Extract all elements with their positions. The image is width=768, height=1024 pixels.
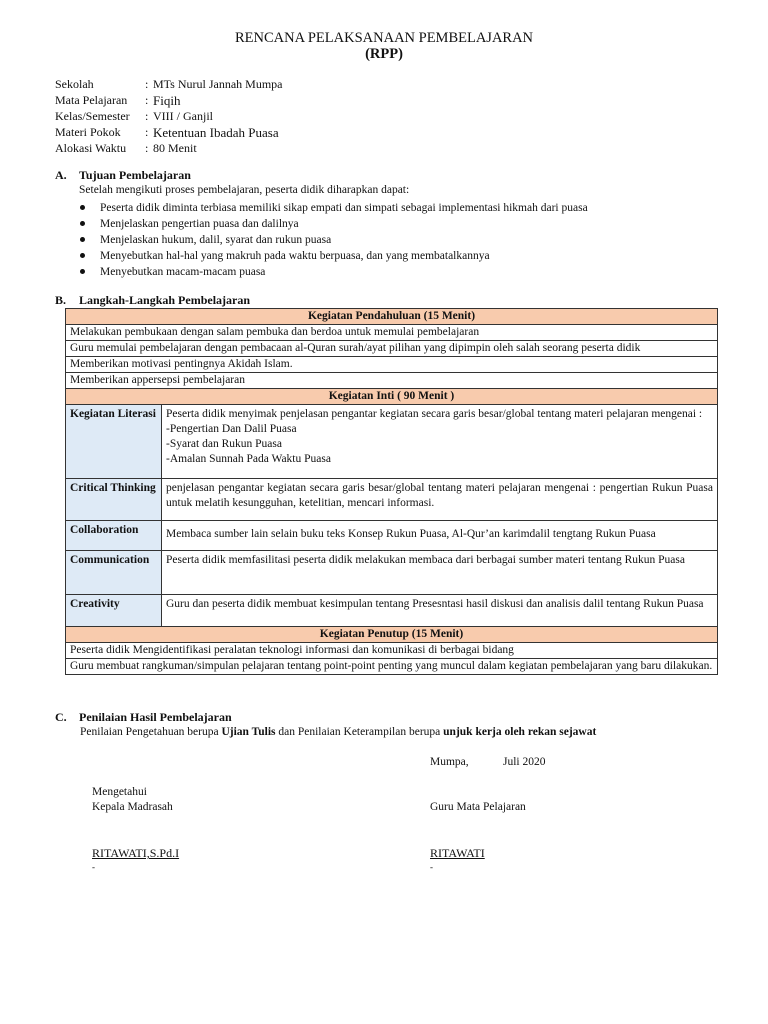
info-label: Mata Pelajaran [55, 93, 128, 107]
info-label: Sekolah [55, 77, 94, 91]
acknowledge-label: Mengetahui [92, 786, 147, 798]
table-row [66, 357, 718, 373]
activity-label: Communication [66, 551, 162, 595]
table-cell: Peserta didik Mengidentifikasi peralatan teknologi informasi dan komunikasi di berbagai bidang [66, 643, 718, 659]
table-row [66, 659, 718, 675]
pendahuluan-heading: Kegiatan Pendahuluan (15 Menit) [66, 309, 718, 325]
activity-line: -Pengertian Dan Dalil Puasa [166, 423, 297, 435]
teacher-name: RITAWATI [430, 846, 485, 860]
table-cell: Memberikan motivasi pentingnya Akidah Islam. [66, 357, 718, 373]
document-title: RENCANA PELAKSANAAN PEMBELAJARAN [234, 30, 534, 46]
teacher-role: Guru Mata Pelajaran [430, 801, 526, 813]
section-title: Langkah-Langkah Pembelajaran [79, 293, 251, 307]
activity-label: Critical Thinking [66, 479, 162, 521]
table-cell: Memberikan appersepsi pembelajaran [66, 373, 718, 389]
activity-label: Creativity [66, 595, 162, 627]
table-cell: Guru membuat rangkuman/simpulan pelajaran tentang point-point penting yang muncul dalam kegiatan pembelajaran yang baru dilakukan. [66, 659, 718, 675]
section-letter: A. [55, 168, 67, 182]
section-title: Tujuan Pembelajaran [79, 168, 191, 182]
list-item: Menyebutkan hal-hal yang makruh pada waktu berpuasa, dan yang membatalkannya [78, 248, 588, 264]
info-value: Fiqih [153, 93, 181, 108]
info-value: MTs Nurul Jannah Mumpa [153, 77, 283, 91]
table-row [66, 341, 718, 357]
activity-body: Membaca sumber lain selain buku teks Konsep Rukun Puasa, Al-Qur’an karimdalil tengtang Rukun Puasa [162, 521, 718, 551]
inti-heading: Kegiatan Inti ( 90 Menit ) [66, 389, 718, 405]
table-row [66, 627, 718, 643]
info-row-alokasi-waktu [55, 141, 282, 157]
table-row [66, 373, 718, 389]
activity-line: -Syarat dan Rukun Puasa [166, 438, 282, 450]
table-row [66, 643, 718, 659]
table-row [66, 405, 718, 479]
teacher-id: - [430, 862, 433, 872]
activity-body: penjelasan pengantar kegiatan secara garis besar/global tentang materi pelajaran mengenai : pengertian Rukun Puasa untuk melatih kesungguhan, ketelitian, mencari informasi. [162, 479, 718, 521]
activity-body [162, 405, 718, 479]
section-a-intro: Setelah mengikuti proses pembelajaran, peserta didik diharapkan dapat: [79, 184, 410, 196]
objectives-list [78, 200, 588, 280]
signature-date: Juli 2020 [503, 756, 546, 768]
activity-line: Peserta didik menyimak penjelasan pengantar kegiatan secara garis besar/global tentang materi pelajaran mengenai : [166, 408, 703, 420]
info-value: 80 Menit [153, 141, 197, 155]
section-title: Penilaian Hasil Pembelajaran [79, 710, 232, 724]
info-row-sekolah [55, 77, 282, 93]
section-letter: C. [55, 710, 67, 724]
principal-role: Kepala Madrasah [92, 801, 173, 813]
activity-label: Kegiatan Literasi [66, 405, 162, 479]
list-item: Menyebutkan macam-macam puasa [78, 264, 588, 280]
assessment-bold: Ujian Tulis [221, 726, 276, 738]
table-row [66, 595, 718, 627]
activity-line: -Amalan Sunnah Pada Waktu Puasa [166, 453, 331, 465]
table-cell: Melakukan pembukaan dengan salam pembuka dan berdoa untuk memulai pembelajaran [66, 325, 718, 341]
table-cell: Guru memulai pembelajaran dengan pembacaan al-Quran surah/ayat pilihan yang dipimpin oleh salah seorang peserta didik [66, 341, 718, 357]
table-row [66, 479, 718, 521]
assessment-text [80, 726, 596, 738]
table-row [66, 309, 718, 325]
list-item: Menjelaskan pengertian puasa dan dalilnya [78, 216, 588, 232]
activity-label: Collaboration [66, 521, 162, 551]
assessment-part: Penilaian Pengetahuan berupa [80, 726, 222, 738]
penutup-heading: Kegiatan Penutup (15 Menit) [66, 627, 718, 643]
list-item: Menjelaskan hukum, dalil, syarat dan rukun puasa [78, 232, 588, 248]
section-letter: B. [55, 293, 67, 307]
info-colon: : [145, 125, 149, 139]
assessment-bold: unjuk kerja oleh rekan sejawat [443, 726, 597, 738]
assessment-part: dan Penilaian Keterampilan berupa [275, 726, 444, 738]
document-subtitle: (RPP) [365, 46, 403, 62]
section-a-heading [55, 168, 191, 183]
identity-block [55, 77, 282, 157]
info-colon: : [145, 93, 149, 107]
info-colon: : [145, 109, 149, 123]
table-row [66, 521, 718, 551]
principal-id: - [92, 862, 95, 872]
info-label: Kelas/Semester [55, 109, 130, 123]
info-value: Ketentuan Ibadah Puasa [153, 125, 279, 140]
signature-place: Mumpa, [430, 756, 469, 768]
info-colon: : [145, 141, 149, 155]
info-value: VIII / Ganjil [153, 109, 213, 123]
table-row [66, 389, 718, 405]
info-row-materi-pokok [55, 125, 282, 141]
principal-name: RITAWATI,S.Pd.I [92, 846, 180, 860]
learning-steps-table [65, 308, 718, 675]
activity-body: Guru dan peserta didik membuat kesimpulan tentang Presesntasi hasil diskusi dan analisis dalil tentang Rukun Puasa [162, 595, 718, 627]
table-row [66, 551, 718, 595]
list-item: Peserta didik diminta terbiasa memiliki sikap empati dan simpati sebagai implementasi hikmah dari puasa [78, 200, 588, 216]
info-row-kelas-semester [55, 109, 282, 125]
info-row-mata-pelajaran [55, 93, 282, 109]
info-label: Materi Pokok [55, 125, 121, 139]
info-label: Alokasi Waktu [55, 141, 127, 155]
info-colon: : [145, 77, 149, 91]
section-b-heading [55, 293, 250, 308]
table-row [66, 325, 718, 341]
activity-body: Peserta didik memfasilitasi peserta didik melakukan membaca dari berbagai sumber materi tentang Rukun Puasa [162, 551, 718, 595]
section-c-heading [55, 710, 232, 725]
